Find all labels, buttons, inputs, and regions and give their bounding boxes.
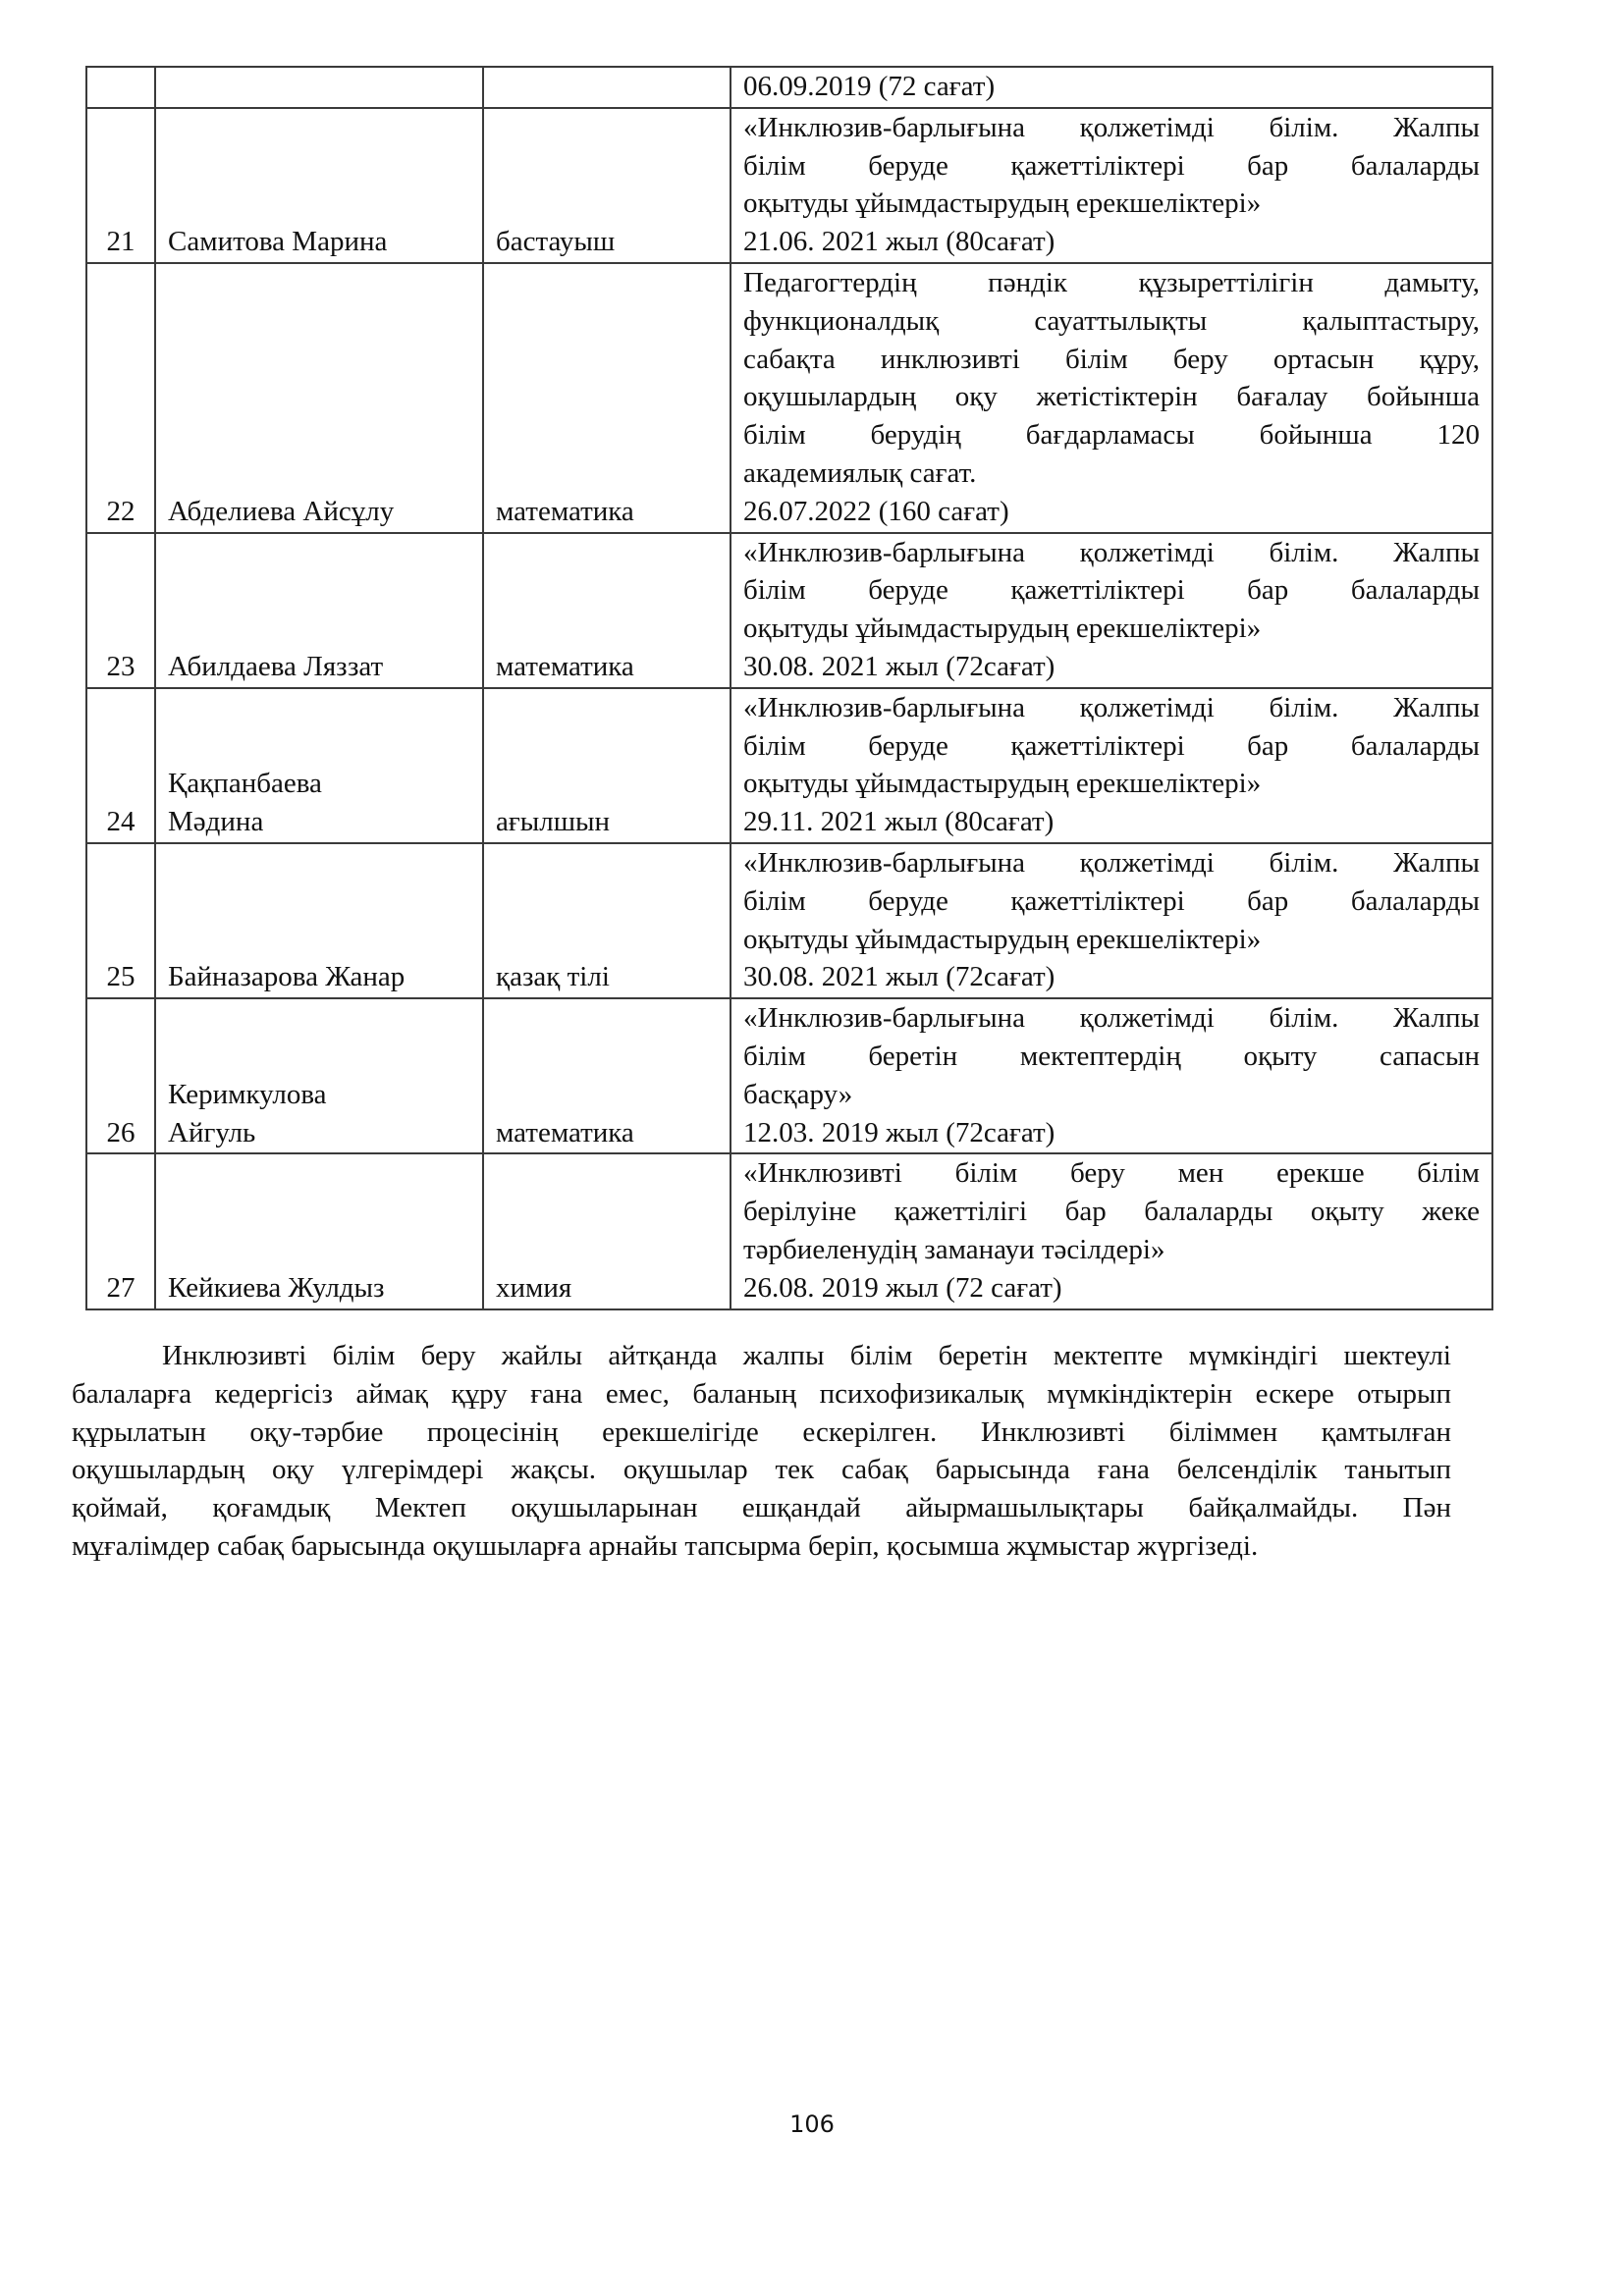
course-title-line: тәрбиеленудің заманауи тәсілдері» (743, 1233, 1165, 1265)
course-title-line: академиялық сағат. (743, 456, 977, 489)
teacher-name-line: Кейкиева Жулдыз (168, 1271, 385, 1304)
teacher-name (155, 108, 483, 263)
teacher-name (155, 1153, 483, 1308)
course-title-line: білім беруде қажеттіліктері бар балаларды (743, 884, 1480, 917)
table-row (86, 688, 1492, 843)
teacher-name (155, 688, 483, 843)
teacher-name (155, 998, 483, 1153)
course-date: 12.03. 2019 жыл (72сағат) (743, 1116, 1056, 1148)
subject: бастауыш (483, 108, 731, 263)
course-title-line: «Инклюзивті білім беру мен ерекше білім (743, 1157, 1480, 1190)
paragraph-line: құрылатын оқу-тәрбие процесінің ерекшелігіде ескерілген. Инклюзивті біліммен қамтылған (72, 1415, 1451, 1448)
course-title-line: «Инклюзив-барлығына қолжетімді білім. Жалпы (743, 536, 1480, 568)
course-title-line: «Инклюзив-барлығына қолжетімді білім. Жалпы (743, 846, 1480, 879)
subject (483, 67, 731, 108)
course-title-line: Педагогтердің пәндік құзыреттілігін дамыту, (743, 266, 1480, 298)
subject: қазақ тілі (483, 843, 731, 998)
course-date: 26.07.2022 (160 сағат) (743, 495, 1009, 527)
table-row (86, 263, 1492, 533)
row-number: 26 (86, 998, 155, 1153)
course-title-line: білім беруде қажеттіліктері бар балаларды (743, 149, 1480, 182)
course-info (731, 1153, 1492, 1308)
teacher-name-line: Байназарова Жанар (168, 961, 406, 993)
paragraph-line: оқушылардың оқу үлгерімдері жақсы. оқушылар тек сабақ барысында ғана белсенділік танытып (72, 1454, 1451, 1486)
teacher-name (155, 67, 483, 108)
teacher-name-line: Қақпанбаева (168, 768, 322, 800)
table-body (86, 67, 1492, 1309)
course-info (731, 533, 1492, 688)
subject: математика (483, 533, 731, 688)
course-title-line: білім берудің бағдарламасы бойынша 120 (743, 419, 1480, 452)
teacher-name-line: Абделиева Айсұлу (168, 495, 395, 527)
course-title-line: «Инклюзив-барлығына қолжетімді білім. Жалпы (743, 691, 1480, 723)
course-date: 29.11. 2021 жыл (80сағат) (743, 806, 1055, 838)
teacher-name-line: Керимкулова (168, 1078, 327, 1110)
teacher-courses-table (85, 66, 1493, 1310)
teacher-name-line (168, 68, 470, 106)
course-title-line: оқытуды ұйымдастырудың ерекшеліктері» (743, 613, 1262, 645)
teacher-name-line: Абилдаева Ляззат (168, 650, 384, 682)
course-info (731, 108, 1492, 263)
paragraph-line: балаларға кедергісіз аймақ құру ғана емес, баланың психофизикалық мүмкіндіктерін ескере отырып (72, 1377, 1451, 1410)
teacher-name (155, 843, 483, 998)
row-number (86, 67, 155, 108)
course-title-line: берілуіне қажеттілігі бар балаларды оқыту жеке (743, 1196, 1480, 1228)
course-title-line: оқытуды ұйымдастырудың ерекшеліктері» (743, 923, 1262, 955)
course-date: 26.08. 2019 жыл (72 сағат) (743, 1271, 1062, 1304)
teacher-name-line: Самитова Марина (168, 226, 388, 258)
row-number: 22 (86, 263, 155, 533)
subject: химия (483, 1153, 731, 1308)
table-row (86, 998, 1492, 1153)
row-number: 24 (86, 688, 155, 843)
course-date: 06.09.2019 (72 сағат) (743, 71, 996, 102)
course-title-line: оқытуды ұйымдастырудың ерекшеліктері» (743, 187, 1262, 220)
course-title-line: «Инклюзив-барлығына қолжетімді білім. Жалпы (743, 111, 1480, 143)
course-info (731, 263, 1492, 533)
course-date: 30.08. 2021 жыл (72сағат) (743, 650, 1056, 682)
table-row (86, 843, 1492, 998)
table-row (86, 67, 1492, 108)
teacher-name-line: Айгуль (168, 1116, 256, 1148)
course-title-line: оқытуды ұйымдастырудың ерекшеліктері» (743, 768, 1262, 800)
course-title-line: оқушылардың оқу жетістіктерін бағалау бойынша (743, 381, 1480, 413)
teacher-name (155, 533, 483, 688)
course-date: 21.06. 2021 жыл (80сағат) (743, 226, 1056, 258)
course-title-line: «Инклюзив-барлығына қолжетімді білім. Жалпы (743, 1002, 1480, 1035)
teacher-name (155, 263, 483, 533)
row-number: 25 (86, 843, 155, 998)
row-number: 21 (86, 108, 155, 263)
paragraph-line: Инклюзивті білім беру жайлы айтқанда жалпы білім беретін мектепте мүмкіндігі шектеулі (162, 1340, 1451, 1371)
table-row (86, 533, 1492, 688)
row-number: 23 (86, 533, 155, 688)
course-title-line: білім беретін мектептердің оқыту сапасын (743, 1040, 1480, 1072)
paragraph-line: қоймай, қоғамдық Мектеп оқушыларынан ешқандай айырмашылықтары байқалмайды. Пән (72, 1492, 1451, 1524)
body-paragraph (72, 1337, 1451, 1566)
course-title-line: білім беруде қажеттіліктері бар балаларды (743, 729, 1480, 762)
course-title-line: басқару» (743, 1078, 853, 1110)
teacher-name-line: Мәдина (168, 806, 264, 838)
table-row (86, 108, 1492, 263)
page-number: 106 (789, 2110, 835, 2138)
subject: математика (483, 263, 731, 533)
paragraph-line: мұғалімдер сабақ барысында оқушыларға арнайы тапсырма беріп, қосымша жұмыстар жүргізеді. (72, 1529, 1259, 1562)
subject: математика (483, 998, 731, 1153)
course-info (731, 688, 1492, 843)
course-info (731, 843, 1492, 998)
subject: ағылшын (483, 688, 731, 843)
course-date: 30.08. 2021 жыл (72сағат) (743, 961, 1056, 993)
course-title-line: функционалдық сауаттылықты қалыптастыру, (743, 304, 1480, 337)
row-number: 27 (86, 1153, 155, 1308)
course-title-line: сабақта инклюзивті білім беру ортасын құру, (743, 343, 1480, 375)
course-title-line: білім беруде қажеттіліктері бар балаларды (743, 574, 1480, 607)
table-row (86, 1153, 1492, 1308)
course-info (731, 998, 1492, 1153)
course-info (731, 67, 1492, 108)
